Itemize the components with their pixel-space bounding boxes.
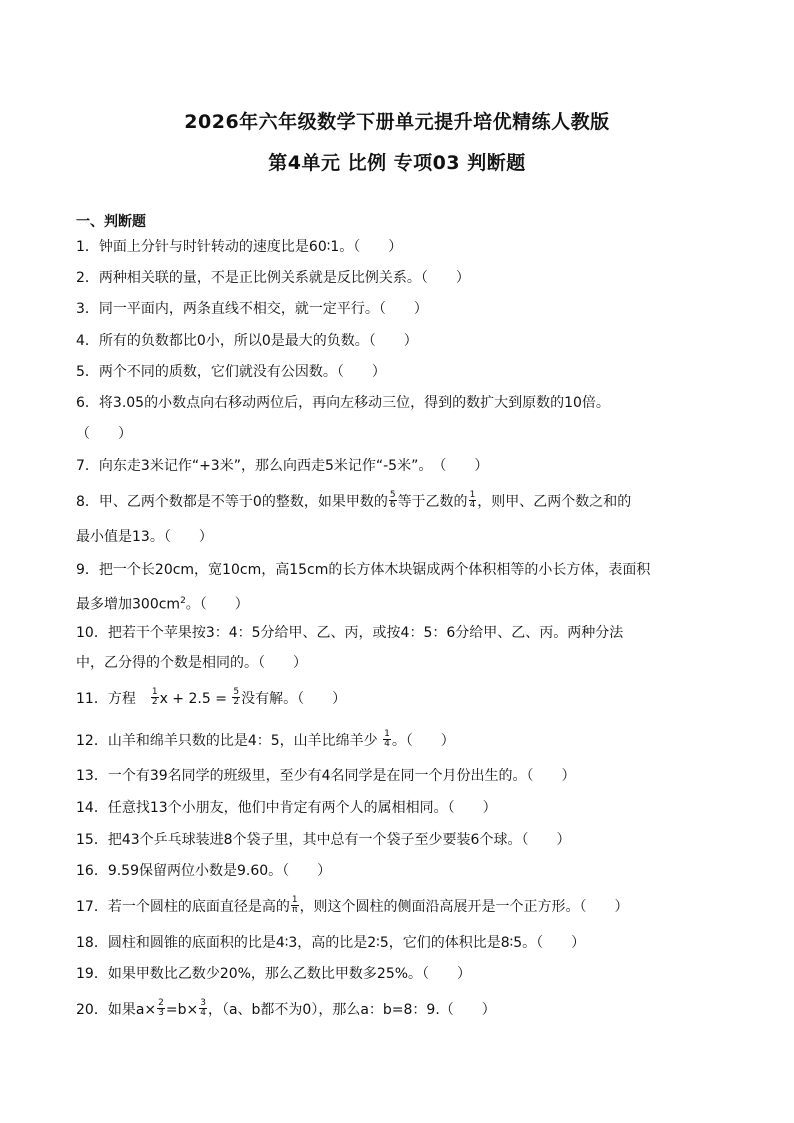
question-17-text-b: ，则这个圆柱的侧面沿高展开是一个正方形。（ ） <box>299 899 629 915</box>
fraction-denominator: 6 <box>389 499 396 510</box>
fraction <box>383 730 391 749</box>
question-9-text-a: 最多增加300cm <box>76 596 181 613</box>
question-8-line-2: 最小值是13。（ ） <box>76 529 213 545</box>
section-heading: 一、判断题 <box>76 214 146 230</box>
question-20 <box>76 997 716 1020</box>
fraction-denominator: 4 <box>200 1007 206 1018</box>
question-17-text-a: 17．若一个圆柱的底面直径是高的 <box>76 899 290 915</box>
question-5: 5．两个不同的质数，它们就没有公因数。（ ） <box>76 364 386 380</box>
unit-subtitle: 第4单元 比例 专项03 判断题 <box>268 152 526 174</box>
question-7: 7．向东走3米记作“+3米”，那么向西走5米记作“-5米”。 （ ） <box>76 458 489 474</box>
fraction-numerator: 1 <box>384 728 390 739</box>
fraction <box>157 999 165 1018</box>
fraction <box>151 688 159 707</box>
fraction <box>232 688 240 707</box>
fraction-numerator: 3 <box>200 997 206 1008</box>
question-8-text-b: 等于乙数的 <box>397 494 468 510</box>
fraction-denominator: π <box>291 904 298 915</box>
question-20-text-c: ，（a、b都不为0），那么a：b=8：9.（ ） <box>207 1002 496 1018</box>
question-13: 13．一个有39名同学的班级里，至少有4名同学是在同一个月份出生的。（ ） <box>76 768 576 784</box>
question-8-line-1 <box>76 489 716 512</box>
fraction-numerator: 5 <box>233 686 240 697</box>
question-10-line-1: 10．把若干个苹果按3：4：5分给甲、乙、丙，或按4：5：6分给甲、乙、丙。两种分法 <box>76 625 624 641</box>
question-3: 3．同一平面内，两条直线不相交，就一定平行。（ ） <box>76 301 428 317</box>
question-14: 14．任意找13个小朋友，他们中肯定有两个人的属相相同。（ ） <box>76 800 497 816</box>
question-8-text-c: ，则甲、乙两个数之和的 <box>477 494 632 510</box>
fraction-denominator: 2 <box>233 696 240 707</box>
fraction-numerator: 5 <box>389 489 396 500</box>
question-1: 1．钟面上分针与时针转动的速度比是60∶1。（ ） <box>76 239 403 255</box>
fraction-denominator: 4 <box>384 738 390 749</box>
question-9-line-2 <box>76 591 716 615</box>
fraction <box>291 896 299 915</box>
question-16: 16．9.59保留两位小数是9.60。（ ） <box>76 863 332 879</box>
fraction-numerator: 1 <box>151 686 158 697</box>
fraction-denominator: 3 <box>158 1007 164 1018</box>
worksheet-title: 2026年六年级数学下册单元提升培优精练人教版 <box>184 111 610 133</box>
question-8-text-a: 8．甲、乙两个数都是不等于0的整数，如果甲数的 <box>76 494 388 510</box>
question-2: 2．两种相关联的量，不是正比例关系就是反比例关系。（ ） <box>76 270 470 286</box>
question-15: 15．把43个乒乓球装进8个袋子里，其中总有一个袋子至少要装6个球。（ ） <box>76 832 571 848</box>
question-10-line-2: 中，乙分得的个数是相同的。（ ） <box>76 655 307 671</box>
question-4: 4．所有的负数都比0小，所以0是最大的负数。（ ） <box>76 333 418 349</box>
question-9-text-b: 。（ ） <box>185 596 249 613</box>
question-6-line-1: 6．将3.05的小数点向右移动两位后，再向左移动三位，得到的数扩大到原数的10倍。 <box>76 395 610 411</box>
fraction-numerator: 1 <box>291 894 298 905</box>
question-19: 19．如果甲数比乙数少20%，那么乙数比甲数多25%。（ ） <box>76 966 472 982</box>
fraction <box>389 491 397 510</box>
fraction-numerator: 1 <box>469 489 476 500</box>
question-20-text-a: 20．如果a× <box>76 1002 157 1018</box>
fraction-denominator: 4 <box>469 499 476 510</box>
question-20-text-b: =b× <box>165 1002 199 1018</box>
question-12-text-a: 12．山羊和绵羊只数的比是4：5，山羊比绵羊少 <box>76 733 383 749</box>
question-17 <box>76 894 716 917</box>
question-12-text-b: 。（ ） <box>391 733 455 749</box>
fraction-numerator: 2 <box>158 997 164 1008</box>
question-11-text-a: 11．方程 <box>76 691 150 707</box>
question-6-line-2: （ ） <box>76 426 132 442</box>
question-9-line-1: 9．把一个长20cm，宽10cm，高15cm的长方体木块锯成两个体积相等的小长方体，表面积 <box>76 562 651 578</box>
question-18: 18．圆柱和圆锥的底面积的比是4∶3，高的比是2∶5，它们的体积比是8∶5。（ ） <box>76 935 586 951</box>
fraction <box>469 491 477 510</box>
question-11-text-c: 没有解。（ ） <box>241 691 347 707</box>
fraction-denominator: 2 <box>151 696 158 707</box>
question-11 <box>76 686 716 709</box>
question-12 <box>76 728 716 751</box>
fraction <box>199 999 207 1018</box>
question-11-text-b: x + 2.5 = <box>159 691 232 707</box>
superscript: 2 <box>180 596 186 606</box>
